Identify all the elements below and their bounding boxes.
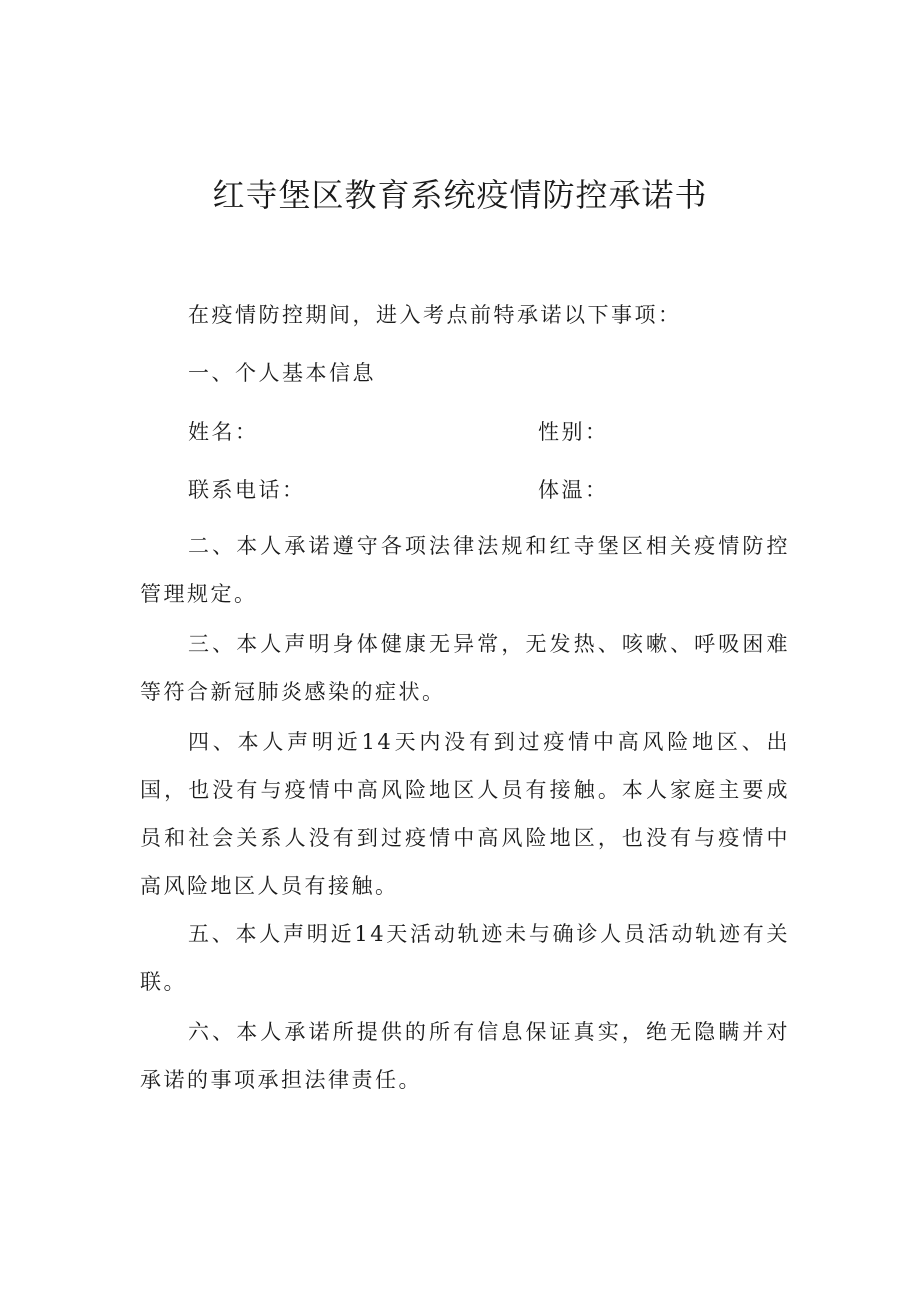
document-title: 红寺堡区教育系统疫情防控承诺书 [212, 176, 708, 214]
temperature-label: 体温： [538, 478, 609, 502]
commitment-item-2: 二、本人承诺遵守各项法律法规和红寺堡区相关疫情防控管理规定。 [140, 534, 790, 606]
phone-label: 联系电话： [188, 478, 306, 502]
commitment-item-4: 四、本人声明近14天内没有到过疫情中高风险地区、出国，也没有与疫情中高风险地区人员有接触。本人家庭主要成员和社会关系人没有到过疫情中高风险地区，也没有与疫情中高风险地区人员有接触。 [140, 730, 790, 898]
section-personal-info-heading: 一、个人基本信息 [188, 361, 376, 385]
field-row-name-gender [188, 416, 788, 446]
field-row-phone-temperature [188, 474, 788, 504]
commitment-item-3: 三、本人声明身体健康无异常，无发热、咳嗽、呼吸困难等符合新冠肺炎感染的症状。 [140, 632, 790, 704]
name-label: 姓名： [188, 420, 259, 444]
gender-label: 性别： [538, 420, 609, 444]
intro-text: 在疫情防控期间，进入考点前特承诺以下事项： [188, 303, 682, 327]
commitment-item-5: 五、本人声明近14天活动轨迹未与确诊人员活动轨迹有关联。 [140, 922, 790, 994]
commitment-item-6: 六、本人承诺所提供的所有信息保证真实，绝无隐瞒并对承诺的事项承担法律责任。 [140, 1020, 790, 1092]
